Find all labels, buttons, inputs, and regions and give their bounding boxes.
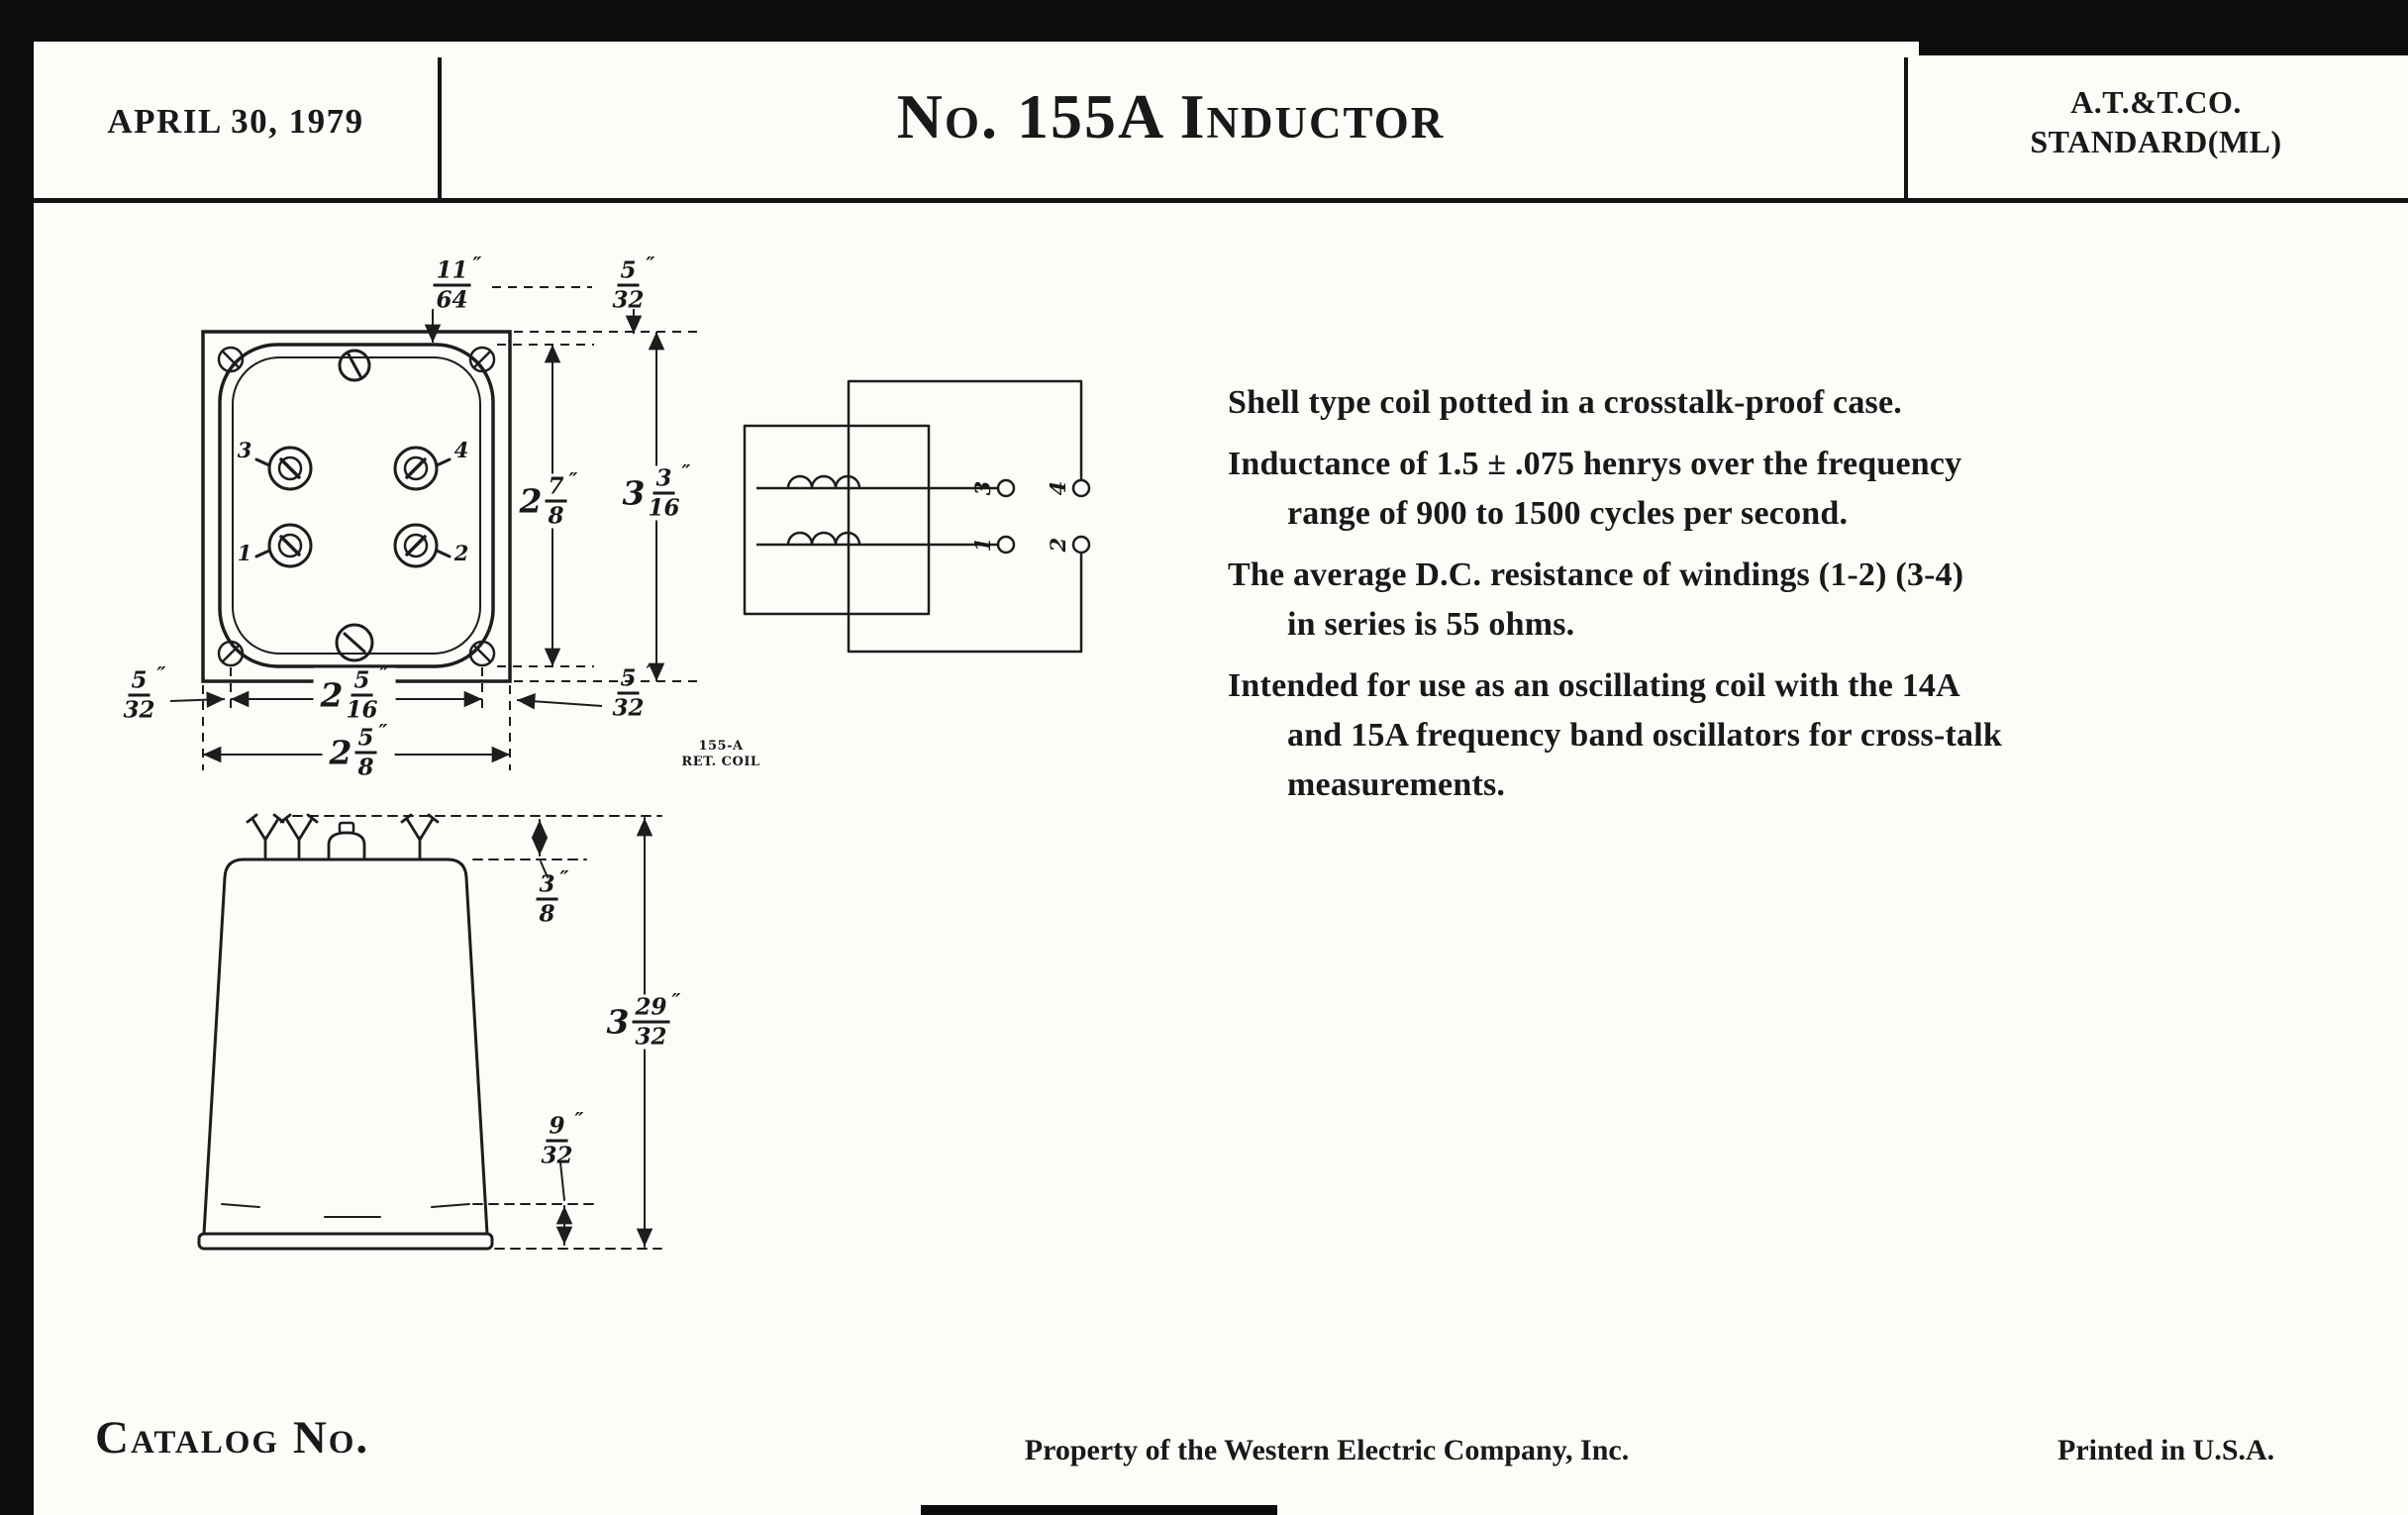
paragraph-inductance (1228, 440, 2228, 539)
dim-label-flange-lip: $\frac{11}{64}$ ″ (434, 259, 482, 312)
top-terminal-lugs (248, 815, 438, 859)
text-line: range of 900 to 1500 cycles per second. (1287, 495, 1849, 532)
side-view-drawing (199, 815, 661, 1249)
dim-label-hole-spacing: 2 $\frac{5}{16}$ ″ (314, 668, 396, 723)
dim-label-right-gap: $\frac{5}{32}$ ″ (612, 659, 655, 722)
dim-label-overall-height: 3 $\frac{3}{16}$ ″ (616, 466, 698, 521)
cover-screws (337, 351, 372, 660)
dim-label-left-gap: $\frac{5}{32}$ ″ (123, 661, 166, 724)
corner-screw-holes (219, 348, 494, 665)
text-line: measurements. (1287, 766, 1506, 803)
dim-label-case-height: 2 $\frac{7}{8}$ ″ (513, 474, 585, 529)
top-view-terminal-4: 4 (453, 438, 469, 462)
dim-label-can-height: 3 $\frac{29}{32}$ ″ (600, 995, 688, 1050)
schematic-terminal-1: 1 (970, 537, 995, 553)
header-date-cell (34, 48, 438, 196)
header-divider-left (438, 57, 442, 200)
dim-label-top-gap: $\frac{5}{32}$ ″ (612, 252, 655, 314)
schematic-terminal-4: 4 (1046, 480, 1070, 496)
top-view-terminal-3: 3 (237, 438, 252, 462)
drawing-note: 155-A RET. COIL (681, 739, 760, 769)
top-view-terminal-2: 2 (453, 541, 469, 565)
scan-artifact-left-bar (0, 0, 34, 1515)
org-standard: STANDARD(ML) (2030, 124, 2282, 159)
top-view-terminal-1: 1 (237, 541, 252, 565)
schematic-terminal-3: 3 (970, 480, 995, 496)
terminal-screws (256, 448, 450, 566)
top-view-drawing (203, 332, 510, 681)
property-notice: Property of the Western Electric Company, Inc. (1024, 1434, 1630, 1466)
document-date: APRIL 30, 1979 (107, 102, 364, 141)
text-line: Intended for use as an oscillating coil with the 14A (1228, 667, 1960, 704)
dim-label-base-lip: $\frac{9}{32}$ ″ (541, 1107, 584, 1169)
description-text (1228, 378, 2228, 822)
text-line: Inductance of 1.5 ± .075 henrys over the frequency (1228, 446, 1962, 482)
text-line: and 15A frequency band oscillators for cross-talk (1287, 717, 2002, 754)
schematic-terminal-2: 2 (1046, 537, 1070, 553)
text-line: in series is 55 ohms. (1287, 606, 1575, 643)
text-line: The average D.C. resistance of windings (1-2) (3-4) (1228, 556, 1964, 593)
paragraph-shell-type (1228, 378, 2228, 428)
paragraph-intended-use (1228, 661, 2228, 810)
paragraph-resistance (1228, 551, 2228, 650)
dim-label-overall-width: 2 $\frac{5}{8}$ ″ (323, 726, 395, 780)
org-name: A.T.&T.CO. (2070, 84, 2242, 120)
header-title-cell (438, 42, 1904, 192)
header-rule (34, 198, 2408, 203)
text-line: Shell type coil potted in a crosstalk-proof case. (1228, 384, 1902, 421)
printed-in-usa-label: Printed in U.S.A. (2057, 1434, 2275, 1466)
schematic-drawing (745, 381, 1089, 652)
catalog-no-label: Catalog No. (95, 1412, 370, 1464)
header-divider-right (1904, 57, 1908, 200)
page-title: No. 155A Inductor (896, 81, 1446, 152)
header-org-cell (1904, 48, 2408, 196)
scan-artifact-bottom-smudge (921, 1505, 1277, 1515)
dim-label-terminal-height: $\frac{3}{8}$ ″ (537, 873, 569, 926)
